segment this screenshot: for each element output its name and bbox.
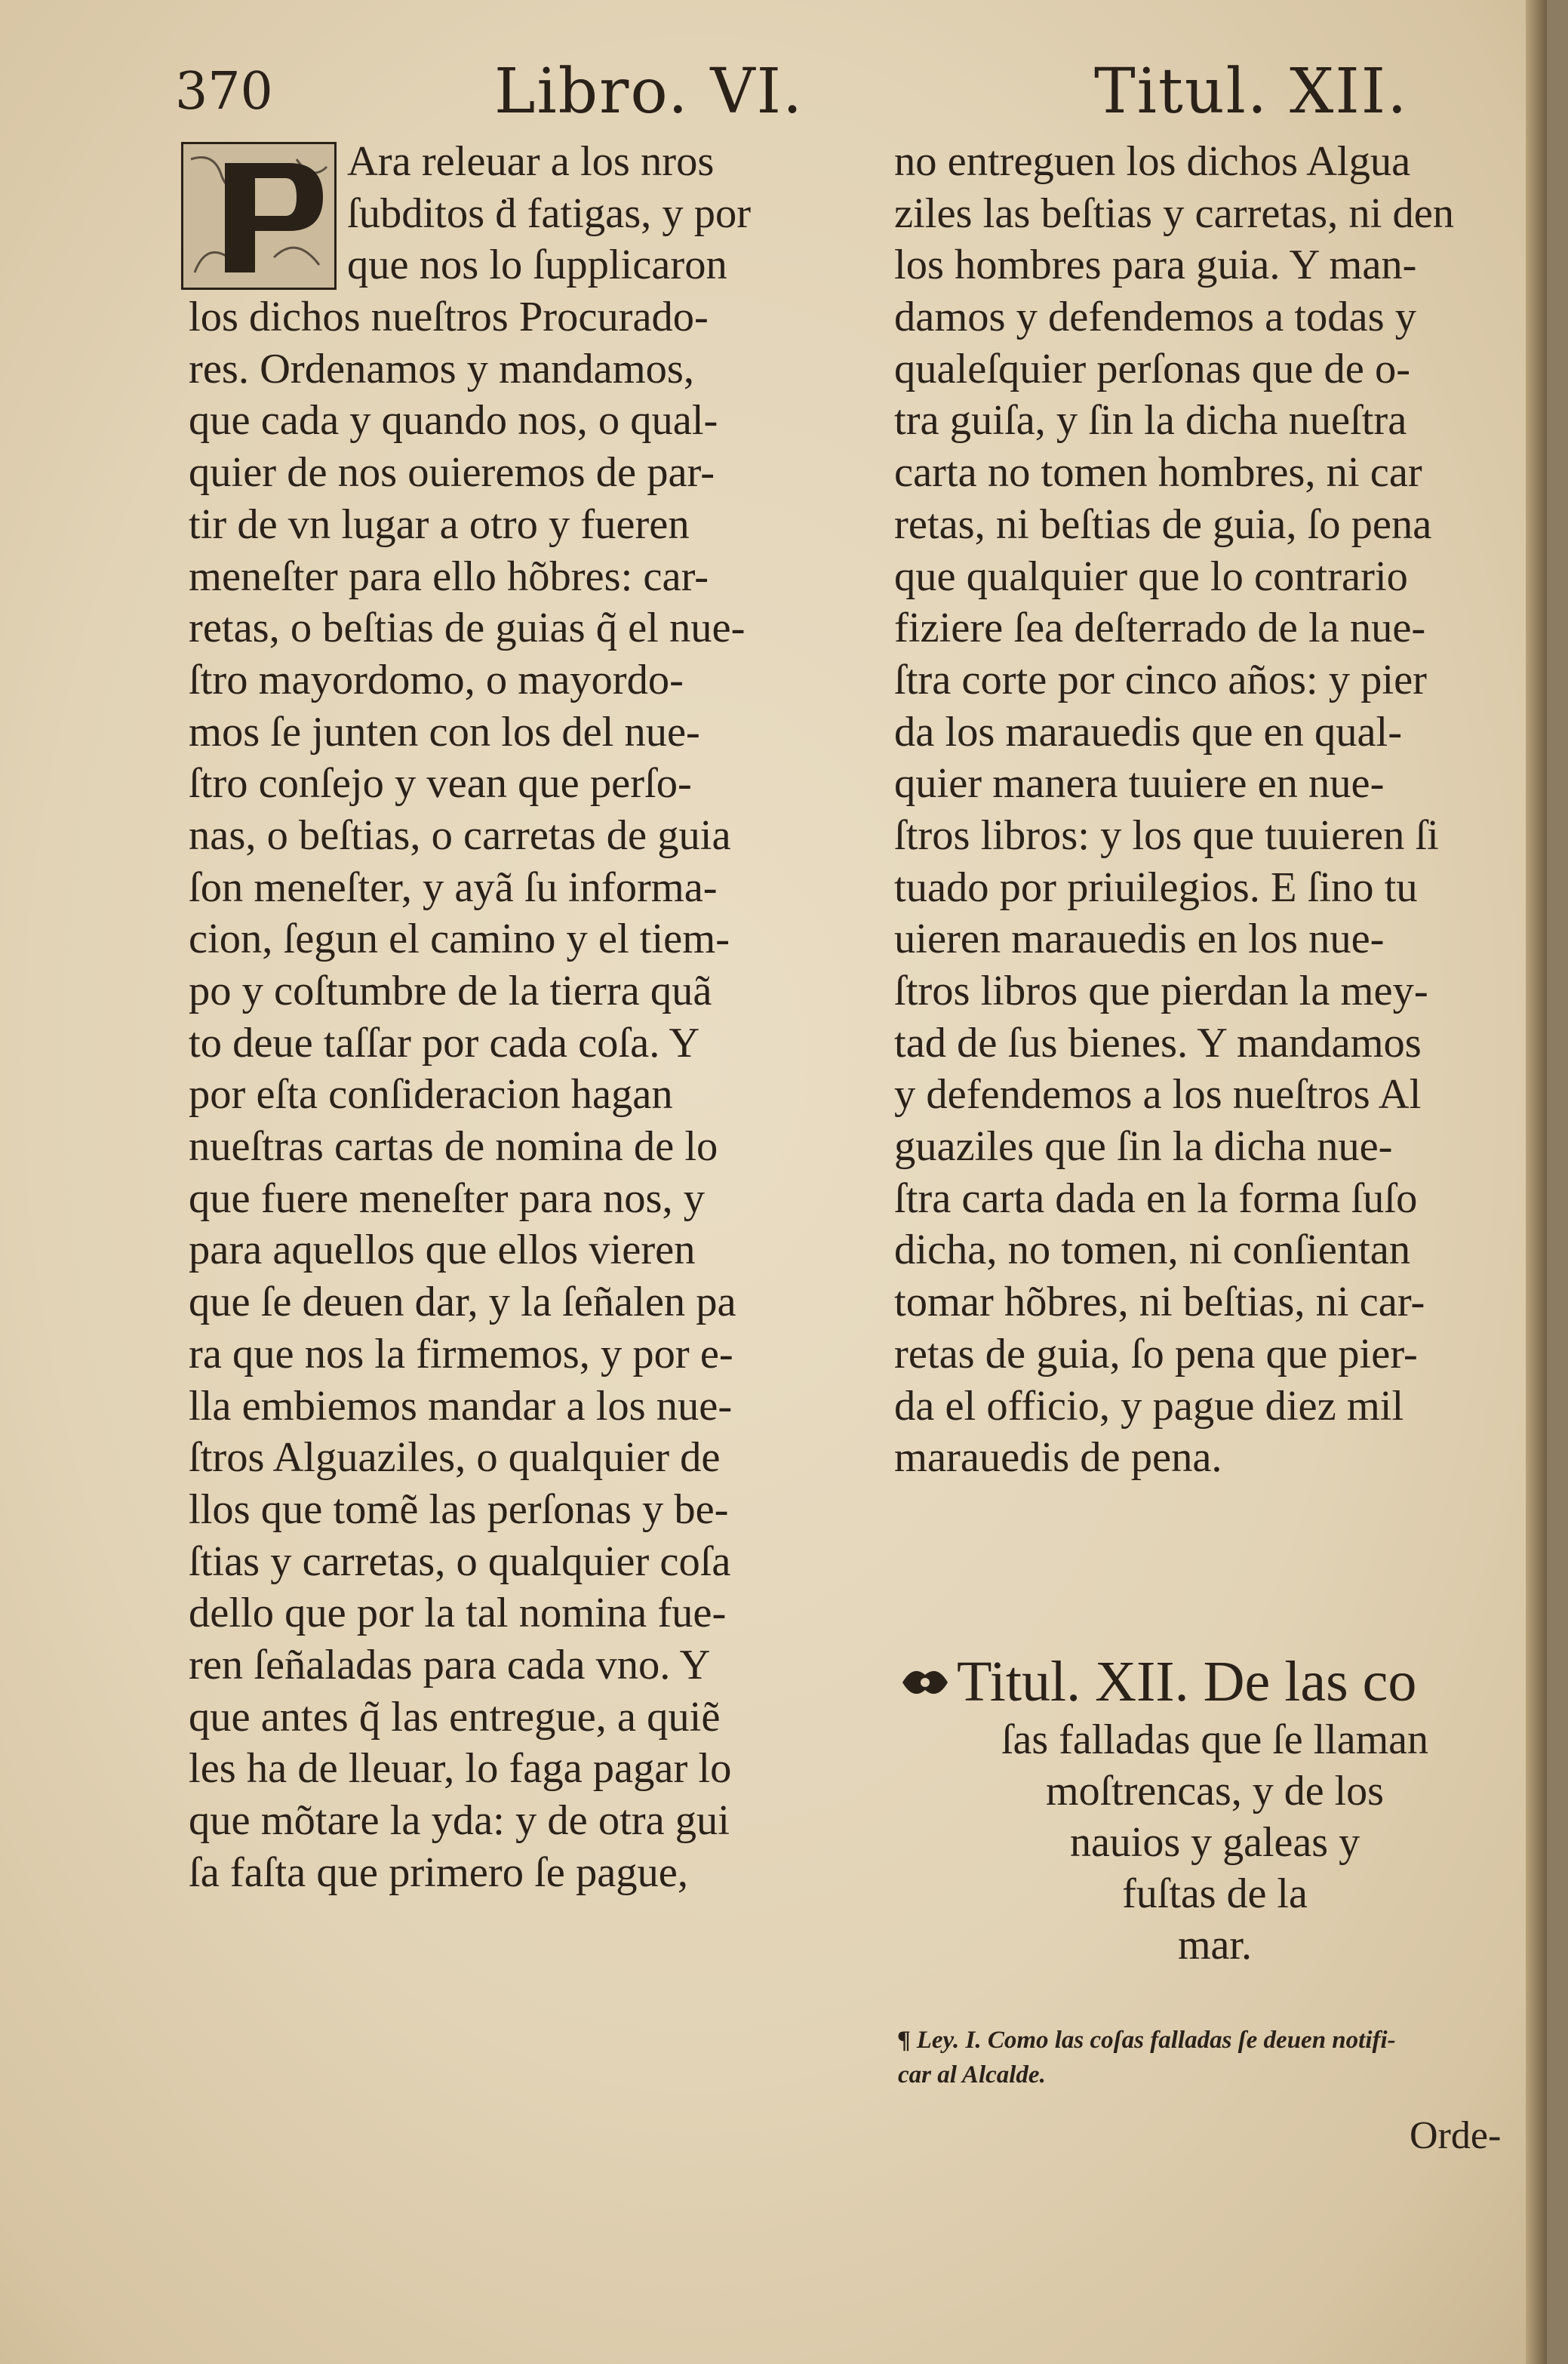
text-line: tuado por priuilegios. E ſino tu bbox=[894, 863, 1418, 911]
section-title bbox=[890, 1649, 1539, 1971]
text-line: fiziere ſea deſterrado de la nue- bbox=[894, 605, 1426, 652]
text-line: que cada y quando nos, o qual- bbox=[189, 397, 718, 445]
text-line: que fuere meneſter para nos, y bbox=[189, 1174, 705, 1222]
text-line: quier de nos ouieremos de par- bbox=[189, 449, 715, 497]
text-line: tad de ſus bienes. Y mandamos bbox=[894, 1019, 1422, 1067]
section-title-line: moſtrencas, y de los bbox=[1046, 1768, 1384, 1815]
section-title-line: nauios y galeas y bbox=[1069, 1819, 1360, 1866]
text-line: damos y defendemos a todas y bbox=[894, 294, 1416, 341]
text-line: nas, o beſtias, o carretas de guia bbox=[189, 811, 731, 859]
law-rubric-line-2: car al Alcalde. bbox=[898, 2061, 1046, 2089]
text-line: ſtra carta dada en la forma ſuſo bbox=[894, 1174, 1418, 1222]
text-line: los dichos nueſtros Procurado- bbox=[189, 294, 709, 341]
section-title-line: fuſtas de la bbox=[1122, 1870, 1308, 1917]
text-line: po y coſtumbre de la tierra quã bbox=[189, 968, 712, 1014]
section-title-line: ſas falladas que ſe llaman bbox=[1001, 1716, 1428, 1763]
law-rubric-line-1: ¶ Ley. I. Como las coſas falladas ſe deuen notifi- bbox=[898, 2027, 1396, 2054]
text-line: retas, ni beſtias de guia, ſo pena bbox=[894, 500, 1432, 548]
text-line: que mõtare la yda: y de otra gui bbox=[189, 1797, 730, 1844]
text-line: ſon meneſter, y ayã ſu informa- bbox=[189, 863, 718, 911]
text-line: marauedis de pena. bbox=[894, 1434, 1222, 1482]
text-line: qualeſquier perſonas que de o- bbox=[894, 345, 1411, 392]
text-line: ſtros Alguaziles, o qualquier de bbox=[189, 1434, 721, 1482]
text-line: que nos lo ſupplicaron bbox=[347, 242, 727, 289]
text-line: les ha de lleuar, lo faga pagar lo bbox=[189, 1745, 732, 1793]
text-line: ſubditos ḋ fatigas, y por bbox=[347, 189, 752, 237]
text-line: por eſta conſideracion hagan bbox=[189, 1071, 673, 1119]
text-line: dicha, no tomen, ni conſientan bbox=[894, 1227, 1411, 1274]
text-line: no entreguen los dichos Algua bbox=[894, 138, 1411, 185]
text-line: nueſtras cartas de nomina de lo bbox=[189, 1123, 718, 1171]
text-line: da el officio, y pague diez mil bbox=[894, 1382, 1404, 1430]
text-line: ſa faſta que primero ſe pague, bbox=[189, 1848, 688, 1896]
text-line: ſtias y carretas, o qualquier coſa bbox=[189, 1538, 731, 1585]
text-line: que ſe deuen dar, y la ſeñalen pa bbox=[189, 1279, 736, 1326]
section-title-line: mar. bbox=[1178, 1922, 1252, 1968]
right-column bbox=[894, 136, 1543, 1484]
running-head-title: Titul. XII. bbox=[1094, 56, 1409, 128]
text-line: ſtros libros que pierdan la mey- bbox=[894, 968, 1428, 1014]
text-line: guaziles que ſin la dicha nue- bbox=[894, 1123, 1393, 1171]
text-line: ren ſeñaladas para cada vno. Y bbox=[189, 1641, 711, 1688]
text-line: que antes q̃ las entregue, a quiẽ bbox=[189, 1693, 721, 1741]
text-line: ra que nos la firmemos, y por e- bbox=[189, 1330, 733, 1377]
text-line: Ara releuar a los nros bbox=[347, 138, 715, 185]
text-line: ſtros libros: y los que tuuieren ſi bbox=[894, 811, 1439, 859]
text-line: tomar hõbres, ni beſtias, ni car- bbox=[894, 1279, 1425, 1326]
catchword: Orde- bbox=[1410, 2114, 1502, 2157]
text-line: los hombres para guia. Y man- bbox=[894, 242, 1417, 289]
text-line: carta no tomen hombres, ni car bbox=[894, 449, 1422, 497]
text-line: ziles las beſtias y carretas, ni den bbox=[894, 189, 1455, 237]
text-line: tra guiſa, y ſin la dicha nueſtra bbox=[894, 397, 1407, 445]
text-line: meneſter para ello hõbres: car- bbox=[189, 553, 709, 600]
text-line: ſtra corte por cinco años: y pier bbox=[894, 656, 1427, 703]
text-line: lla embiemos mandar a los nue- bbox=[189, 1382, 733, 1430]
text-line: llos que tomẽ las perſonas y be- bbox=[189, 1485, 729, 1533]
text-line: ſtro conſejo y vean que perſo- bbox=[189, 760, 692, 808]
text-line: tir de vn lugar a otro y fueren bbox=[189, 500, 690, 548]
text-line: mos ſe junten con los del nue- bbox=[189, 708, 700, 756]
text-line: para aquellos que ellos vieren bbox=[189, 1227, 696, 1274]
page-number: 370 bbox=[175, 62, 273, 122]
running-head-book: Libro. VI. bbox=[494, 56, 804, 128]
text-line: retas de guia, ſo pena que pier- bbox=[894, 1330, 1418, 1377]
section-title-text: Titul. XII. De las co bbox=[957, 1650, 1417, 1713]
text-line: uieren marauedis en los nue- bbox=[894, 916, 1385, 963]
text-line: quier manera tuuiere en nue- bbox=[894, 760, 1385, 808]
text-line: y defendemos a los nueſtros Al bbox=[894, 1071, 1422, 1119]
text-line: cion, ſegun el camino y el tiem- bbox=[189, 916, 730, 963]
fleuron-icon bbox=[898, 1661, 952, 1704]
text-line: retas, o beſtias de guias q̃ el nue- bbox=[189, 605, 746, 652]
left-column bbox=[189, 136, 853, 1898]
law-rubric bbox=[898, 2023, 1539, 2092]
text-line: ſtro mayordomo, o mayordo- bbox=[189, 656, 684, 703]
section-title-first-line bbox=[890, 1649, 1539, 1714]
text-line: to deue taſſar por cada coſa. Y bbox=[189, 1019, 700, 1067]
text-line: res. Ordenamos y mandamos, bbox=[189, 345, 694, 392]
text-line: que qualquier que lo contrario bbox=[894, 553, 1408, 600]
text-line: da los marauedis que en qual- bbox=[894, 708, 1403, 756]
text-line: dello que por la tal nomina fue- bbox=[189, 1590, 727, 1637]
